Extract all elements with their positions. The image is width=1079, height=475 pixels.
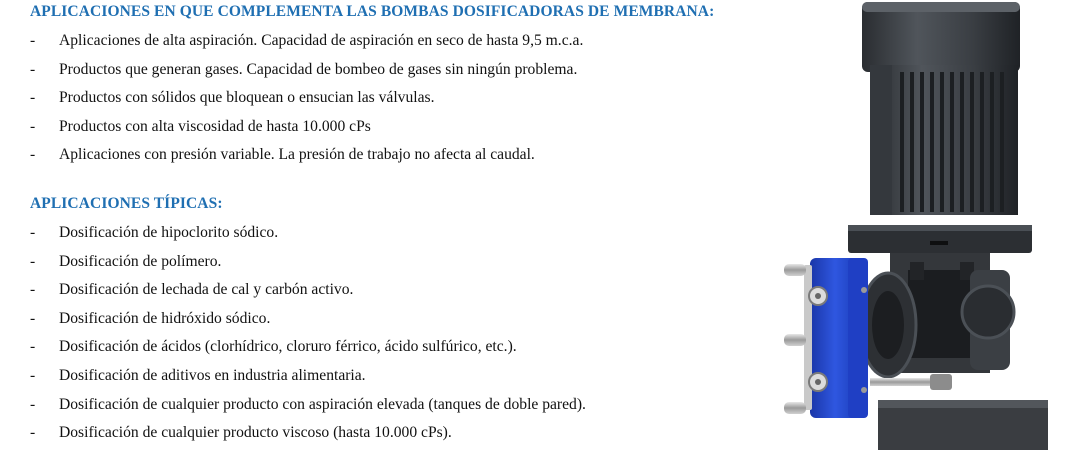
list-item-text: Productos con alta viscosidad de hasta 10.000 cPs: [59, 117, 371, 135]
list-item-text: Dosificación de cualquier producto viscoso (hasta 10.000 cPs).: [59, 424, 452, 442]
list-item-text: Productos con sólidos que bloquean o ensucian las válvulas.: [59, 89, 435, 107]
bullet-dash: -: [30, 89, 36, 107]
bullet-dash: -: [30, 224, 36, 241]
bullet-dash: -: [30, 32, 36, 49]
bullet-dash: -: [30, 309, 36, 327]
bullet-dash: -: [30, 338, 36, 356]
bullet-dash: -: [30, 252, 36, 270]
dosing-pump-illustration: [770, 0, 1079, 471]
bullet-dash: -: [30, 281, 36, 299]
list-item-text: Productos que generan gases. Capacidad de bombeo de gases sin ningún problema.: [59, 60, 578, 78]
bullet-dash: -: [30, 395, 36, 413]
section-heading-complementary-applications: APLICACIONES EN QUE COMPLEMENTA LAS BOMBAS DOSIFICADORAS DE MEMBRANA:: [30, 3, 715, 20]
list-item-text: Dosificación de cualquier producto con aspiración elevada (tanques de doble pared).: [59, 395, 586, 413]
list-item-text: Dosificación de ácidos (clorhídrico, cloruro férrico, ácido sulfúrico, etc.).: [59, 338, 517, 356]
list-item-text: Dosificación de polímero.: [59, 252, 222, 270]
list-item-text: Dosificación de hipoclorito sódico.: [59, 224, 279, 241]
bullet-dash: -: [30, 146, 36, 164]
section-heading-typical-applications: APLICACIONES TÍPICAS:: [30, 195, 223, 212]
bullet-dash: -: [30, 60, 36, 78]
bullet-dash: -: [30, 424, 36, 442]
bullet-dash: -: [30, 366, 36, 384]
list-item-text: Aplicaciones de alta aspiración. Capacidad de aspiración en seco de hasta 9,5 m.c.a.: [59, 32, 584, 49]
list-item-text: Dosificación de lechada de cal y carbón activo.: [59, 281, 354, 299]
dosing-pump-icon: [770, 0, 1079, 471]
list-item-text: Dosificación de aditivos en industria alimentaria.: [59, 366, 366, 384]
list-item-text: Dosificación de hidróxido sódico.: [59, 309, 271, 327]
bullet-dash: -: [30, 117, 36, 135]
list-item-text: Aplicaciones con presión variable. La presión de trabajo no afecta al caudal.: [59, 146, 535, 164]
